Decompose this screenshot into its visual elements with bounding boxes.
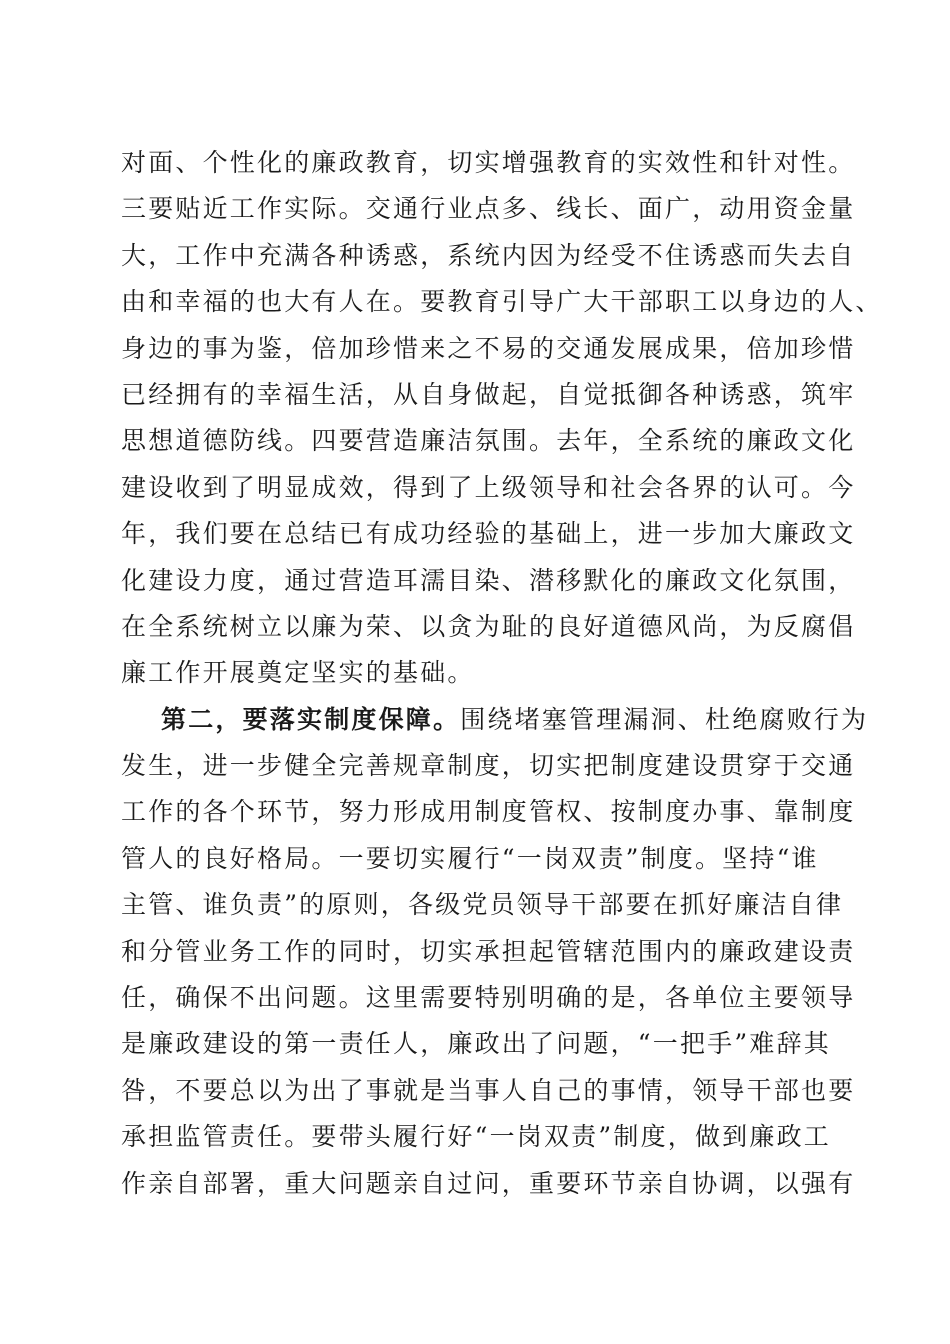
- text-line: 由和幸福的也大有人在。要教育引导广大干部职工以身边的人、: [121, 287, 883, 317]
- text-line: 大，工作中充满各种诱惑，系统内因为经受不住诱惑而失去自: [121, 240, 856, 270]
- text-line: 工作的各个环节，努力形成用制度管权、按制度办事、靠制度: [121, 797, 856, 827]
- text-line: 对面、个性化的廉政教育，切实增强教育的实效性和针对性。: [121, 148, 856, 177]
- text-line: 任，确保不出问题。这里需要特别明确的是，各单位主要领导: [121, 983, 856, 1013]
- text-line: 思想道德防线。四要营造廉洁氛围。去年，全系统的廉政文化: [121, 426, 856, 456]
- text-span: 围绕堵塞管理漏洞、杜绝腐败行为: [460, 704, 869, 734]
- text-line: 主管、谁负责”的原则，各级党员领导干部要在抓好廉洁自律: [121, 890, 844, 920]
- text-line: 咎，不要总以为出了事就是当事人自己的事情，领导干部也要: [121, 1075, 856, 1105]
- text-line: 化建设力度，通过营造耳濡目染、潜移默化的廉政文化氛围，: [121, 565, 856, 595]
- paragraph-1: [121, 140, 883, 697]
- paragraph-2: [121, 697, 869, 1207]
- text-line: 年，我们要在总结已有成功经验的基础上，进一步加大廉政文: [121, 519, 856, 549]
- text-line: 在全系统树立以廉为荣、以贪为耻的良好道德风尚，为反腐倡: [121, 611, 856, 641]
- text-line: 和分管业务工作的同时，切实承担起管辖范围内的廉政建设责: [121, 936, 856, 966]
- text-line: 作亲自部署，重大问题亲自过问，重要环节亲自协调，以强有: [121, 1168, 856, 1198]
- document-body: [121, 140, 883, 1207]
- text-line: 已经拥有的幸福生活，从自身做起，自觉抵御各种诱惑，筑牢: [121, 379, 856, 409]
- text-line: 承担监管责任。要带头履行好“一岗双责”制度，做到廉政工: [121, 1122, 831, 1152]
- text-line: 身边的事为鉴，倍加珍惜来之不易的交通发展成果，倍加珍惜: [121, 333, 856, 363]
- text-line: 是廉政建设的第一责任人，廉政出了问题，“一把手”难辞其: [121, 1029, 831, 1059]
- text-line: 发生，进一步健全完善规章制度，切实把制度建设贯穿于交通: [121, 751, 856, 781]
- paragraph-2-first-line: [121, 697, 869, 743]
- text-line: 建设收到了明显成效，得到了上级领导和社会各界的认可。今: [121, 472, 856, 502]
- text-line: 管人的良好格局。一要切实履行“一岗双责”制度。坚持“谁: [121, 843, 819, 873]
- text-line: 廉工作开展奠定坚实的基础。: [121, 658, 475, 688]
- section-heading: 第二，要落实制度保障。: [161, 704, 461, 734]
- text-line: 三要贴近工作实际。交通行业点多、线长、面广，动用资金量: [121, 194, 856, 224]
